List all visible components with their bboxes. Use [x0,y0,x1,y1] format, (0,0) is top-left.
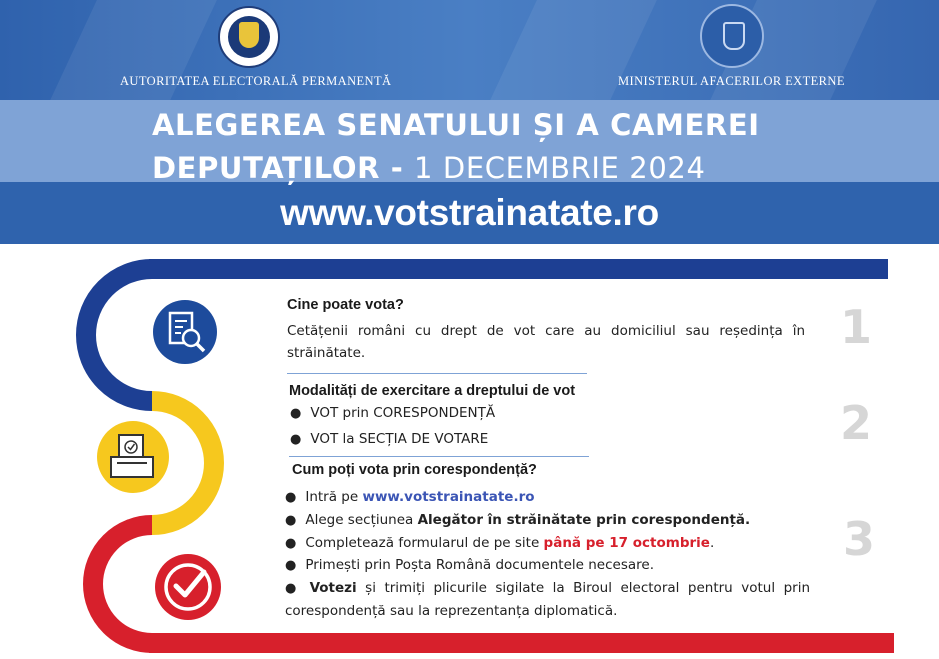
section-1-title: Cine poate vota? [287,297,404,313]
list-item: ● Completează formularul de pe site până pe 17 octombrie. [285,535,715,551]
divider [289,456,589,457]
section-2-title: Modalități de exercitare a dreptului de vot [289,383,576,399]
list-item: ● VOT la SECȚIA DE VOTARE [290,431,489,447]
ballot-box-icon [97,421,169,493]
section-1-text: Cetățenii români cu drept de vot care au domiciliul sau reședința în străinătate. [287,323,805,361]
section-3-number: 3 [843,512,876,566]
election-date: 1 DECEMBRIE 2024 [414,151,706,185]
divider [287,373,587,374]
list-item: ● Intră pe www.votstrainatate.ro [285,489,535,505]
deadline-text: până pe 17 octombrie [543,535,710,551]
list-item: ● Primești prin Poșta Română documentele necesare. [285,557,654,573]
list-item: ● Alege secțiunea Alegător în străinătate prin corespondență. [285,512,751,528]
list-item: ● Votezi și trimiți plicurile sigilate la Biroul electoral pentru votul prin corespondență sau la reprezentanța diplomatică. [285,580,811,619]
website-link[interactable]: www.votstrainatate.ro [362,489,535,505]
blue-arc [86,269,152,401]
document-search-icon [153,300,217,364]
list-item: ● VOT prin CORESPONDENȚĂ [290,405,496,421]
checkmark-icon [155,554,221,620]
title-line1: ALEGEREA SENATULUI ȘI A CAMEREI [152,108,760,142]
website-url[interactable]: www.votstrainatate.ro [280,192,659,233]
section-2-number: 2 [840,396,873,450]
left-institution-name: AUTORITATEA ELECTORALĂ PERMANENTĂ [120,74,392,88]
red-arc [93,525,152,643]
right-institution-name: MINISTERUL AFACERILOR EXTERNE [618,74,845,88]
section-1-number: 1 [840,300,873,354]
section-3-title: Cum poți vota prin corespondență? [292,462,537,478]
title-line2: DEPUTAȚILOR - 1 DECEMBRIE 2024 [152,151,706,185]
